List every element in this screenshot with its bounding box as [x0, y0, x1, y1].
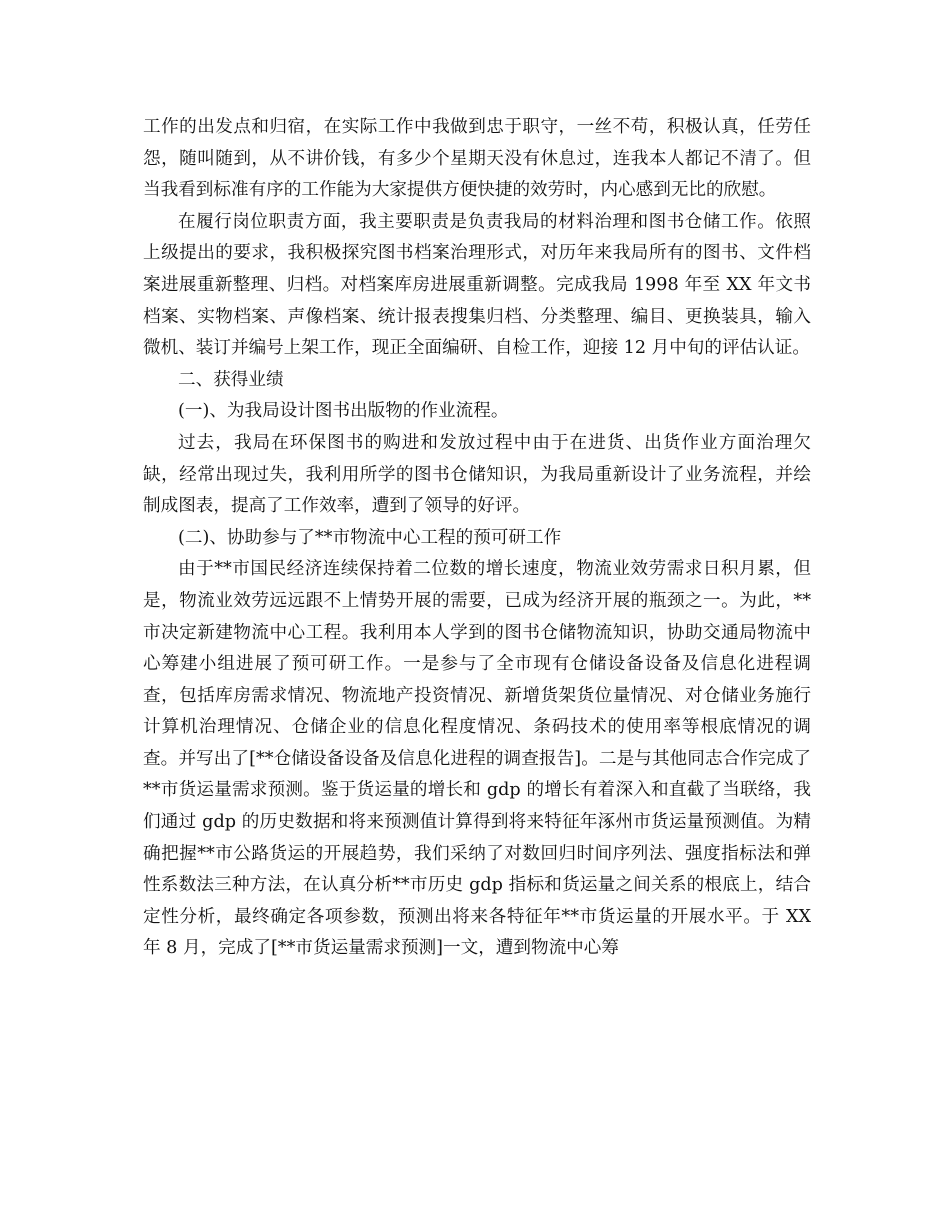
- paragraph-workflow: 过去，我局在环保图书的购进和发放过程中由于在进货、出货作业方面治理欠缺，经常出现过失，我利用所学的图书仓储知识，为我局重新设计了业务流程，并绘制成图表，提高了工作效率，遭到了领导的好评。: [143, 432, 811, 517]
- paragraph-duties: 在履行岗位职责方面，我主要职责是负责我局的材料治理和图书仓储工作。依照上级提出的要求，我积极探究图书档案治理形式，对历年来我局所有的图书、文件档案进展重新整理、归档。对档案库房进展重新调整。完成我局 1998 年至 XX 年文书档案、实物档案、声像档案、统计报表搜集归档、分类整理、编目、更换装具，输入微机、装订并编号上架工作，现正全面编研、自检工作，迎接 12 月中旬的评估认证。: [143, 211, 811, 359]
- subheading-workflow-design: (一)、为我局设计图书出版物的作业流程。: [178, 401, 509, 422]
- subheading-logistics-project: (二)、协助参与了**市物流中心工程的预可研工作: [178, 527, 562, 548]
- paragraph-logistics: 由于**市国民经济连续保持着二位数的增长速度，物流业效劳需求日积月累，但是，物流业效劳远远跟不上情势开展的需要，已成为经济开展的瓶颈之一。为此，**市决定新建物流中心工程。我利用本人学到的图书仓储物流知识，协助交通局物流中心筹建小组进展了预可研工作。一是参与了全市现有仓储设备设备及信息化进程调查，包括库房需求情况、物流地产投资情况、新增货架货位量情况、对仓储业务施行计算机治理情况、仓储企业的信息化程度情况、条码技术的使用率等根底情况的调查。并写出了[**仓储设备设备及信息化进程的调查报告]。二是与其他同志合作完成了**市货运量需求预测。鉴于货运量的增长和 gdp 的增长有着深入和直截了当联络，我们通过 gdp 的历史数据和将来预测值计算得到将来特征年涿州市货运量预测值。为精确把握**市公路货运的开展趋势，我们采纳了对数回归时间序列法、强度指标法和弹性系数法三种方法，在认真分析**市历史 gdp 指标和货运量之间关系的根底上，结合定性分析，最终确定各项参数，预测出将来各特征年**市货运量的开展水平。于 XX 年 8 月，完成了[**市货运量需求预测]一文，遭到物流中心筹: [143, 559, 811, 959]
- document-page: [143, 112, 811, 965]
- paragraph-continuation: 工作的出发点和归宿，在实际工作中我做到忠于职守，一丝不苟，积极认真，任劳任怨，随叫随到，从不讲价钱，有多少个星期天没有休息过，连我本人都记不清了。但当我看到标准有序的工作能为大家提供方便快捷的效劳时，内心感到无比的欣慰。: [143, 117, 811, 201]
- section-heading-achievements: 二、获得业绩: [178, 369, 284, 390]
